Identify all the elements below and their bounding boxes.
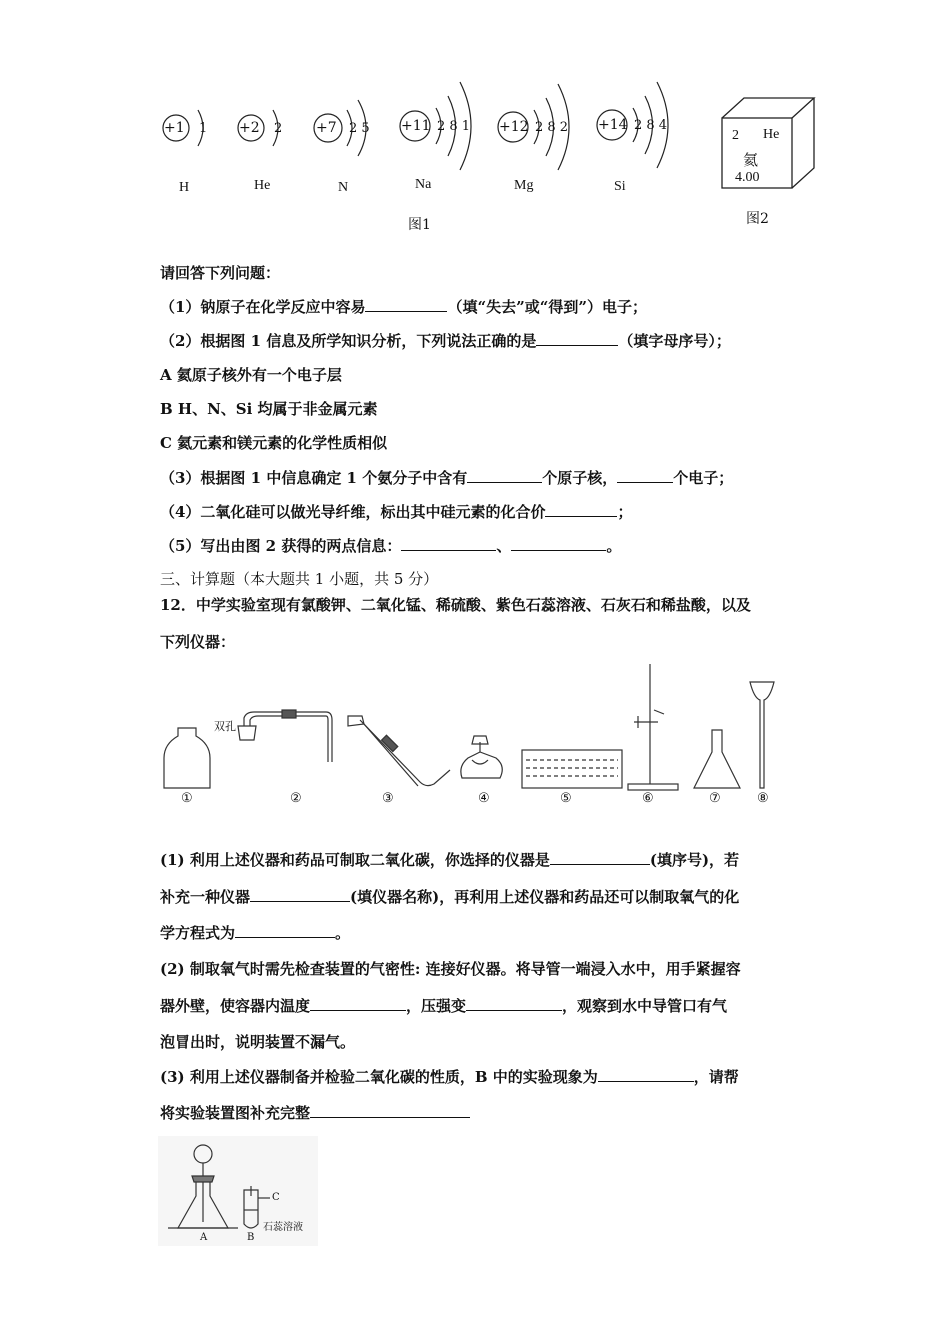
option-c: C 氦元素和镁元素的化学性质相似 bbox=[160, 434, 388, 452]
apparatus-number-8: ⑧ bbox=[757, 791, 769, 806]
apparatus-number-5: ⑤ bbox=[560, 791, 572, 806]
atom-si-symbol: Si bbox=[614, 179, 626, 194]
apparatus-number-6: ⑥ bbox=[642, 791, 654, 806]
figure-2-caption: 图2 bbox=[746, 211, 769, 227]
atom-mg-shells: 2 8 2 bbox=[535, 120, 569, 135]
question-4: （4）二氧化硅可以做光导纤维，标出其中硅元素的化合价 ； bbox=[160, 503, 633, 521]
q12-part1-line1: (1) 利用上述仪器和药品可制取二氧化碳，你选择的仪器是 (填序号)，若 bbox=[160, 851, 740, 869]
answer-blank-12-3a[interactable] bbox=[598, 1067, 694, 1082]
label-c: C bbox=[272, 1192, 280, 1203]
section-3-heading: 三、计算题（本大题共 1 小题，共 5 分） bbox=[160, 570, 439, 588]
double-hole-label: 双孔 bbox=[214, 720, 236, 733]
question-2: （2）根据图 1 信息及所学知识分析，下列说法正确的是 （填字母序号）； bbox=[160, 332, 731, 350]
option-a: A 氦原子核外有一个电子层 bbox=[160, 366, 342, 384]
answer-blank-12-3b[interactable] bbox=[310, 1103, 470, 1118]
atom-h-shells: 1 bbox=[199, 121, 208, 136]
answer-blank-12-1a[interactable] bbox=[550, 850, 650, 865]
apparatus-number-4: ④ bbox=[478, 791, 490, 806]
question-5: （5）写出由图 2 获得的两点信息： 、 。 bbox=[160, 537, 622, 555]
apparatus-number-1: ① bbox=[181, 791, 193, 806]
question-1: （1）钠原子在化学反应中容易 （填“失去”或“得到”）电子； bbox=[160, 298, 647, 316]
figure-1-caption: 图1 bbox=[408, 217, 431, 233]
apparatus-number-2: ② bbox=[290, 791, 302, 806]
answer-blank-3a[interactable] bbox=[467, 468, 542, 483]
q12-part3-line2: 将实验装置图补充完整 bbox=[160, 1102, 470, 1123]
atom-na-nucleus: +11 bbox=[401, 118, 431, 134]
q12-part2-line1: (2) 制取氧气时需先检查装置的气密性: 连接好仪器。将导管一端浸入水中，用手紧握容 bbox=[160, 960, 741, 978]
element-mass: 4.00 bbox=[735, 170, 760, 185]
apparatus-drawings bbox=[150, 660, 790, 810]
answer-blank-5b[interactable] bbox=[511, 536, 606, 551]
q12-part3-line1: (3) 利用上述仪器制备并检验二氧化碳的性质，B 中的实验现象为 ，请帮 bbox=[160, 1068, 739, 1086]
atom-n-symbol: N bbox=[338, 180, 349, 195]
atom-n-nucleus: +7 bbox=[316, 120, 337, 136]
answer-blank-12-1b[interactable] bbox=[250, 887, 350, 902]
apparatus-number-3: ③ bbox=[382, 791, 394, 806]
atom-mg-nucleus: +12 bbox=[499, 119, 529, 135]
answer-blank-2[interactable] bbox=[536, 331, 618, 346]
option-b: B H、N、Si 均属于非金属元素 bbox=[160, 400, 378, 418]
q12-part2-line2: 器外壁，使容器内温度 ，压强变 ，观察到水中导管口有气 bbox=[160, 997, 728, 1015]
atom-h-nucleus: +1 bbox=[164, 120, 185, 136]
label-b: B bbox=[247, 1232, 255, 1243]
atom-si-nucleus: +14 bbox=[598, 117, 628, 133]
element-symbol: He bbox=[763, 127, 780, 142]
answer-blank-1[interactable] bbox=[365, 297, 447, 312]
answer-blank-3b[interactable] bbox=[617, 468, 673, 483]
atom-na-shells: 2 8 1 bbox=[437, 119, 471, 134]
atom-n-shells: 2 5 bbox=[349, 121, 370, 136]
question-3: （3）根据图 1 中信息确定 1 个氨分子中含有 个原子核， 个电子； bbox=[160, 469, 734, 487]
answer-blank-5a[interactable] bbox=[401, 536, 496, 551]
apparatus-number-7: ⑦ bbox=[709, 791, 721, 806]
label-litmus-solution: 石蕊溶液 bbox=[263, 1222, 303, 1233]
atom-he-symbol: He bbox=[254, 178, 271, 193]
element-name: 氦 bbox=[743, 151, 759, 169]
atom-he-shells: 2 bbox=[274, 121, 283, 136]
atom-si-shells: 2 8 4 bbox=[634, 118, 668, 133]
q12-part1-line2: 补充一种仪器 (填仪器名称)，再利用上述仪器和药品还可以制取氧气的化 bbox=[160, 888, 740, 906]
answer-blank-12-2a[interactable] bbox=[310, 996, 406, 1011]
label-a: A bbox=[200, 1232, 208, 1243]
question-12-line-2: 下列仪器： bbox=[160, 633, 236, 651]
atom-h-symbol: H bbox=[179, 180, 190, 195]
atom-mg-symbol: Mg bbox=[514, 178, 534, 193]
answer-blank-12-1c[interactable] bbox=[235, 923, 335, 938]
atom-na-symbol: Na bbox=[415, 177, 432, 192]
questions-intro: 请回答下列问题： bbox=[160, 264, 281, 282]
element-atomic-number: 2 bbox=[732, 128, 739, 143]
q12-part2-line3: 泡冒出时，说明装置不漏气。 bbox=[160, 1033, 356, 1051]
atom-he-nucleus: +2 bbox=[239, 120, 260, 136]
element-cell-box bbox=[716, 94, 820, 194]
answer-blank-4[interactable] bbox=[545, 502, 617, 517]
q12-part1-line3: 学方程式为 。 bbox=[160, 924, 351, 942]
question-12-line-1: 12．中学实验室现有氯酸钾、二氧化锰、稀硫酸、紫色石蕊溶液、石灰石和稀盐酸，以及 bbox=[160, 596, 751, 614]
answer-blank-12-2b[interactable] bbox=[466, 996, 562, 1011]
